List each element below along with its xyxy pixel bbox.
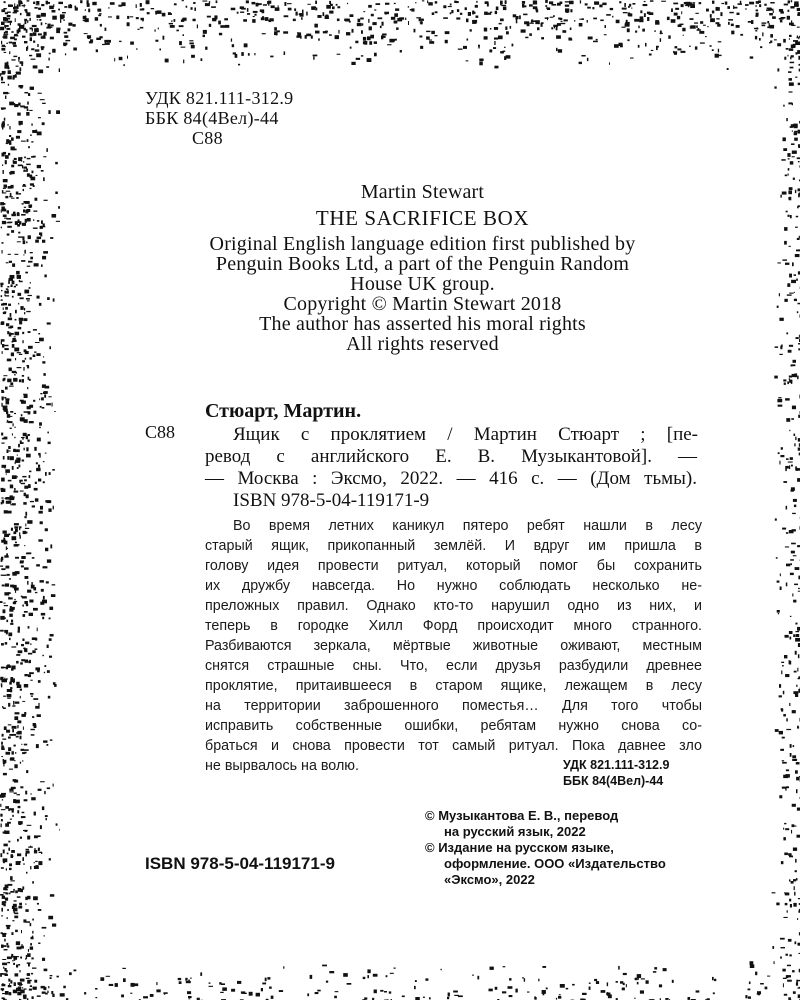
annotation-line: снятся страшные сны. Что, если друзья разбудили древнее	[205, 658, 702, 674]
original-line: Original English language edition first published by	[209, 233, 636, 255]
annotation-line: браться и снова провести тот самый ритуал. Пока давнее зло	[205, 738, 702, 754]
bibliographic-line: ревод с английского Е. В. Музыкантовой]. —	[205, 446, 697, 467]
annotation-line: их дружбу навсегда. Но нужно соблюдать несколько не-	[205, 578, 702, 594]
original-line: Penguin Books Ltd, a part of the Penguin Random	[215, 253, 630, 275]
bibliographic-line: — Москва : Эксмо, 2022. — 416 с. — (Дом тьмы).	[205, 468, 697, 489]
annotation-line: Во время летних каникул пятеро ребят нашли в лесу	[233, 518, 702, 534]
original-line: The author has asserted his moral rights	[259, 313, 586, 335]
annotation-line: преложных правил. Однако кто-то нарушил одно из них, и	[205, 598, 702, 614]
annotation-line: Разбиваются зеркала, мёртвые животные оживают, местным	[205, 638, 702, 654]
isbn: ISBN 978-5-04-119171-9	[233, 490, 430, 511]
annotation-line: голову идея провести ритуал, который помог бы сохранить	[205, 558, 702, 574]
annotation-line: старый ящик, прикопанный землёй. И вдруг им пришла в	[205, 538, 702, 554]
annotation-line: исправить собственные ошибки, ребятам нужно снова со-	[205, 718, 702, 734]
edition-copyright-cont: «Эксмо», 2022	[444, 872, 535, 887]
original-line: All rights reserved	[346, 333, 499, 355]
original-line: House UK group.	[350, 273, 495, 295]
udk-code: УДК 821.111-312.9	[145, 88, 294, 108]
copyright-line: Copyright © Martin Stewart 2018	[283, 293, 562, 315]
scan-noise-left	[0, 0, 60, 1000]
original-author: Martin Stewart	[360, 181, 485, 203]
author-heading: Стюарт, Мартин.	[205, 400, 362, 422]
udk-code-small: УДК 821.111-312.9	[563, 758, 670, 772]
scan-noise-top	[0, 0, 800, 70]
bibliographic-code: С88	[145, 422, 176, 442]
bbk-code-small: ББК 84(4Вел)-44	[563, 774, 664, 788]
annotation-line: на территории заброшенного поместья… Для того чтобы	[205, 698, 702, 714]
author-mark: С88	[192, 128, 223, 148]
translation-copyright-cont: на русский язык, 2022	[444, 824, 586, 839]
bibliographic-line: Ящик с проклятием / Мартин Стюарт ; [пе-	[233, 424, 698, 445]
bbk-code: ББК 84(4Вел)-44	[145, 108, 279, 128]
edition-copyright: © Издание на русском языке,	[425, 840, 614, 855]
annotation-line: не вырвалось на волю.	[205, 758, 359, 774]
scan-noise-right	[770, 0, 800, 1000]
original-title: THE SACRIFICE BOX	[315, 206, 530, 230]
annotation-line: теперь в городке Хилл Форд происходит много странного.	[205, 618, 702, 634]
scan-noise-bottom	[0, 960, 800, 1000]
annotation-line: проклятие, притаившееся в старом ящике, лежащем в лесу	[205, 678, 702, 694]
edition-copyright-cont: оформление. ООО «Издательство	[444, 856, 666, 871]
translation-copyright: © Музыкантова Е. В., перевод	[425, 808, 619, 823]
isbn-bottom: ISBN 978-5-04-119171-9	[145, 854, 335, 873]
